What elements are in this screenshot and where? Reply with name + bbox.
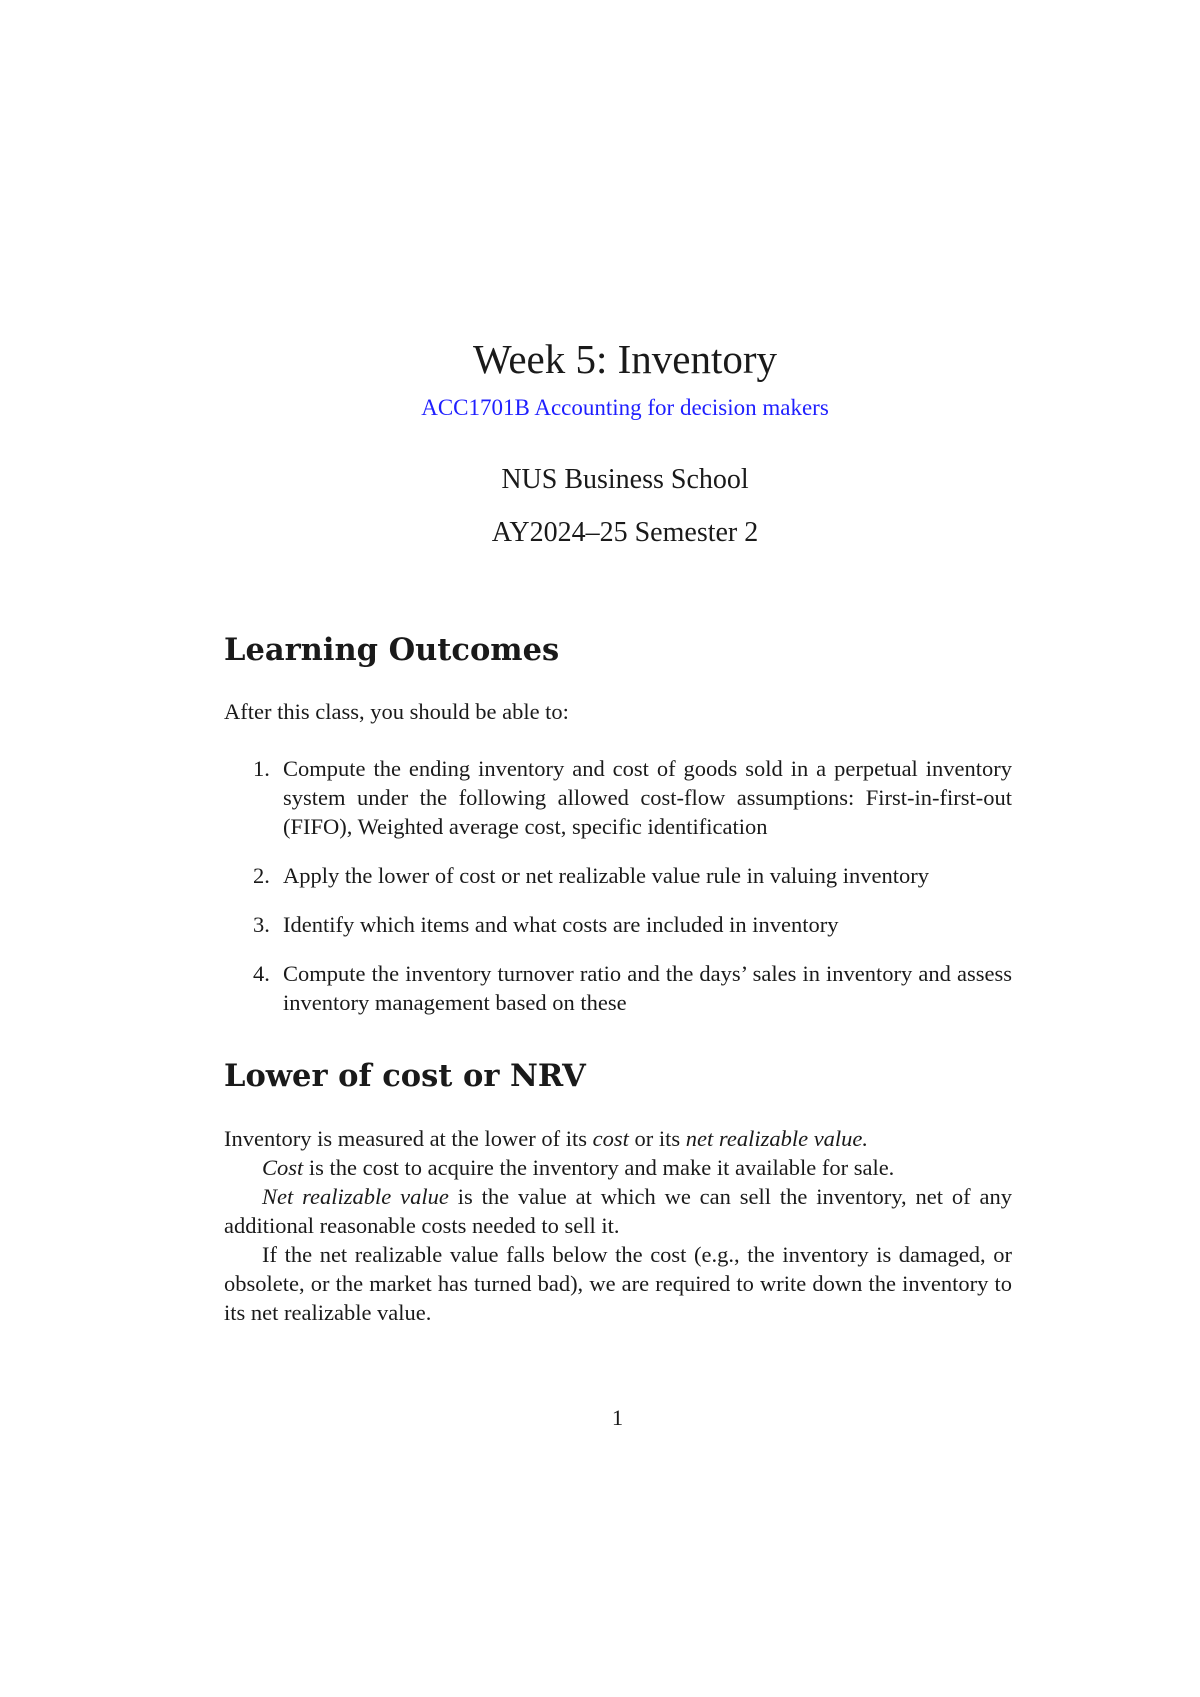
learning-outcomes-list <box>224 754 1012 1017</box>
course-link[interactable]: ACC1701B Accounting for decision makers <box>421 395 829 421</box>
nrv-body <box>224 1124 1012 1327</box>
list-item-number: 4. <box>253 960 270 986</box>
nrv-section <box>224 1058 1012 1327</box>
nrv-paragraph-4: If the net realizable value falls below the cost (e.g., the inventory is damaged, or obsolete, or the market has turned bad), we are required to write down the inventory to its net realizable value. <box>224 1241 1012 1325</box>
learning-outcomes-intro: After this class, you should be able to: <box>224 698 569 724</box>
school-name: NUS Business School <box>501 464 749 496</box>
list-item-text: Compute the ending inventory and cost of goods sold in a perpetual inventory system under the following allowed cost-flow assumptions: First-in-first-out (FIFO), Weighted average cost, specific identification <box>283 755 1012 839</box>
list-item-text: Identify which items and what costs are included in inventory <box>283 911 839 937</box>
list-item <box>224 861 1012 890</box>
document-title: Week 5: Inventory <box>472 336 778 382</box>
list-item <box>224 754 1012 841</box>
nrv-paragraph-2 <box>224 1153 1012 1182</box>
title-block <box>0 335 1200 549</box>
nrv-p1-text: Inventory is measured at the lower of its <box>224 1125 593 1151</box>
list-item-number: 1. <box>253 755 270 781</box>
nrv-p2-emphasis: Cost <box>262 1154 304 1180</box>
list-item-number: 3. <box>253 911 270 937</box>
nrv-p3-text: is the value at which we can sell the inventory, net of any additional reasonable costs needed to sell it. <box>224 1183 1012 1238</box>
list-item-number: 2. <box>253 862 270 888</box>
list-item <box>224 910 1012 939</box>
learning-outcomes-section <box>224 632 1012 1037</box>
list-item-text: Apply the lower of cost or net realizable value rule in valuing inventory <box>283 862 930 888</box>
academic-term: AY2024–25 Semester 2 <box>491 516 759 548</box>
list-item <box>224 959 1012 1017</box>
nrv-p1-emphasis-cost: cost <box>592 1125 629 1151</box>
page-number: 1 <box>611 1405 624 1430</box>
nrv-paragraph-3 <box>224 1182 1012 1240</box>
learning-outcomes-heading: Learning Outcomes <box>224 632 560 668</box>
nrv-p3-emphasis: Net realizable value <box>262 1183 449 1209</box>
list-item-text: Compute the inventory turnover ratio and the days’ sales in inventory and assess inventory management based on these <box>283 960 1012 1015</box>
nrv-p1-emphasis-nrv: net realizable value. <box>685 1125 869 1151</box>
nrv-paragraph-1 <box>224 1124 1012 1153</box>
nrv-p1-text-2: or its <box>628 1125 686 1151</box>
nrv-heading: Lower of cost or NRV <box>224 1058 586 1094</box>
nrv-p2-text: is the cost to acquire the inventory and make it available for sale. <box>303 1154 895 1180</box>
